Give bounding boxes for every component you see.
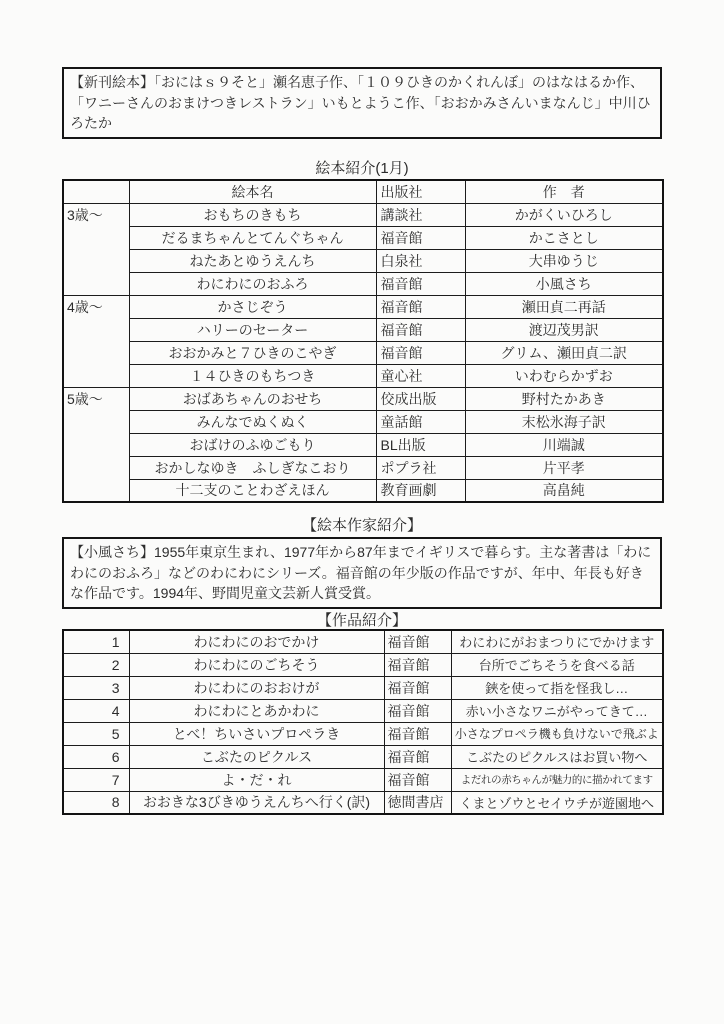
table-row <box>63 410 663 433</box>
work-publisher-cell: 福音館 <box>384 630 451 653</box>
new-books-text: 【新刊絵本】「おにはｓ９そと」瀬名恵子作、「１０９ひきのかくれんぼ」のはなはるか作、「ワニーさんのおまけつきレストラン」いもとようこ作、「おおかみさんいまなんじ」中川ひろたか <box>70 74 651 131</box>
publisher-cell: 福音館 <box>376 295 465 318</box>
table-row <box>63 364 663 387</box>
publisher-cell: 福音館 <box>376 226 465 249</box>
publisher-cell: 佼成出版 <box>376 387 465 410</box>
author-cell: かがくいひろし <box>465 203 663 226</box>
table-row <box>63 768 663 791</box>
work-description-cell: 鋏を使って指を怪我し… <box>451 676 663 699</box>
author-cell: 小風さち <box>465 272 663 295</box>
header-age-cell <box>63 180 129 203</box>
work-publisher-cell: 福音館 <box>384 699 451 722</box>
book-title-cell: おばけのふゆごもり <box>129 433 376 456</box>
publisher-cell: 童話館 <box>376 410 465 433</box>
publisher-cell: 福音館 <box>376 341 465 364</box>
book-title-cell: みんなでぬくぬく <box>129 410 376 433</box>
table-row <box>63 456 663 479</box>
book-title-cell: かさじぞう <box>129 295 376 318</box>
publisher-cell: ポプラ社 <box>376 456 465 479</box>
header-publisher: 出版社 <box>376 180 465 203</box>
new-books-announcement-box <box>62 67 662 139</box>
table-row <box>63 630 663 653</box>
publisher-cell: 講談社 <box>376 203 465 226</box>
works-table <box>62 629 664 815</box>
work-publisher-cell: 徳間書店 <box>384 791 451 814</box>
works-section-title: 【作品紹介】 <box>316 612 407 629</box>
publisher-cell: 教育画劇 <box>376 479 465 502</box>
header-author: 作 者 <box>465 180 663 203</box>
work-description-cell: 赤い小さなワニがやってきて… <box>451 699 663 722</box>
work-publisher-cell: 福音館 <box>384 653 451 676</box>
work-publisher-cell: 福音館 <box>384 676 451 699</box>
author-bio-text: 【小風さち】1955年東京生まれ、1977年から87年までイギリスで暮らす。主な著書は「わにわにのおふろ」などのわにわにシリーズ。福音館の年少版の作品ですが、年中、年長も好きな作品です。1994年、野間児童文芸新人賞受賞。 <box>70 544 652 601</box>
age-group-cell: 4歳～ <box>63 295 129 387</box>
picture-book-intro-table <box>62 179 664 503</box>
author-cell: 大串ゆうじ <box>465 249 663 272</box>
table-header-row <box>63 180 663 203</box>
work-title-cell: よ・だ・れ <box>129 768 384 791</box>
book-title-cell: わにわにのおふろ <box>129 272 376 295</box>
work-description-cell: よだれの赤ちゃんが魅力的に描かれてます <box>451 768 663 791</box>
work-number-cell: 8 <box>63 791 129 814</box>
table-row <box>63 226 663 249</box>
table-row <box>63 387 663 410</box>
publisher-cell: BL出版 <box>376 433 465 456</box>
publisher-cell: 福音館 <box>376 318 465 341</box>
publisher-cell: 童心社 <box>376 364 465 387</box>
work-number-cell: 3 <box>63 676 129 699</box>
header-book-title: 絵本名 <box>129 180 376 203</box>
author-cell: 川端誠 <box>465 433 663 456</box>
work-number-cell: 4 <box>63 699 129 722</box>
work-number-cell: 6 <box>63 745 129 768</box>
table-row <box>63 676 663 699</box>
work-title-cell: わにわにのおでかけ <box>129 630 384 653</box>
work-title-cell: こぶたのピクルス <box>129 745 384 768</box>
book-title-cell: おおかみと７ひきのこやぎ <box>129 341 376 364</box>
work-number-cell: 7 <box>63 768 129 791</box>
table-row <box>63 745 663 768</box>
author-cell: かこさとし <box>465 226 663 249</box>
publisher-cell: 白泉社 <box>376 249 465 272</box>
work-description-cell: 台所でごちそうを食べる話 <box>451 653 663 676</box>
author-cell: 末松氷海子訳 <box>465 410 663 433</box>
work-publisher-cell: 福音館 <box>384 768 451 791</box>
work-title-cell: おおきな3びきゆうえんちへ行く(訳) <box>129 791 384 814</box>
author-section-title: 【絵本作家紹介】 <box>301 517 422 534</box>
author-bio-box <box>62 537 662 609</box>
publisher-cell: 福音館 <box>376 272 465 295</box>
table-row <box>63 318 663 341</box>
book-title-cell: １４ひきのもちつき <box>129 364 376 387</box>
work-description-cell: 小さなプロペラ機も負けないで飛ぶよ <box>451 722 663 745</box>
book-title-cell: おかしなゆき ふしぎなこおり <box>129 456 376 479</box>
work-publisher-cell: 福音館 <box>384 722 451 745</box>
table-row <box>63 249 663 272</box>
table-row <box>63 722 663 745</box>
work-title-cell: わにわにとあかわに <box>129 699 384 722</box>
work-description-cell: わにわにがおまつりにでかけます <box>451 630 663 653</box>
table-row <box>63 203 663 226</box>
author-cell: 片平孝 <box>465 456 663 479</box>
age-group-cell: 3歳～ <box>63 203 129 295</box>
work-description-cell: こぶたのピクルスはお買い物へ <box>451 745 663 768</box>
book-title-cell: ねたあとゆうえんち <box>129 249 376 272</box>
intro-table-title: 絵本紹介(1月) <box>315 160 409 177</box>
book-title-cell: ハリーのセーター <box>129 318 376 341</box>
book-title-cell: おもちのきもち <box>129 203 376 226</box>
author-cell: 高畠純 <box>465 479 663 502</box>
work-description-cell: くまとゾウとセイウチが遊園地へ <box>451 791 663 814</box>
work-number-cell: 5 <box>63 722 129 745</box>
author-cell: 瀬田貞二再話 <box>465 295 663 318</box>
table-row <box>63 653 663 676</box>
work-title-cell: わにわにのごちそう <box>129 653 384 676</box>
age-group-cell: 5歳～ <box>63 387 129 502</box>
table-row <box>63 433 663 456</box>
table-row <box>63 272 663 295</box>
book-title-cell: 十二支のことわざえほん <box>129 479 376 502</box>
table-row <box>63 295 663 318</box>
author-cell: 野村たかあき <box>465 387 663 410</box>
author-cell: いわむらかずお <box>465 364 663 387</box>
author-cell: 渡辺茂男訳 <box>465 318 663 341</box>
work-title-cell: わにわにのおおけが <box>129 676 384 699</box>
table-row <box>63 791 663 814</box>
work-number-cell: 2 <box>63 653 129 676</box>
book-title-cell: だるまちゃんとてんぐちゃん <box>129 226 376 249</box>
table-row <box>63 699 663 722</box>
work-number-cell: 1 <box>63 630 129 653</box>
author-cell: グリム、瀬田貞二訳 <box>465 341 663 364</box>
work-title-cell: とべ！ちいさいプロペラき <box>129 722 384 745</box>
table-row <box>63 341 663 364</box>
book-title-cell: おばあちゃんのおせち <box>129 387 376 410</box>
work-publisher-cell: 福音館 <box>384 745 451 768</box>
table-row <box>63 479 663 502</box>
